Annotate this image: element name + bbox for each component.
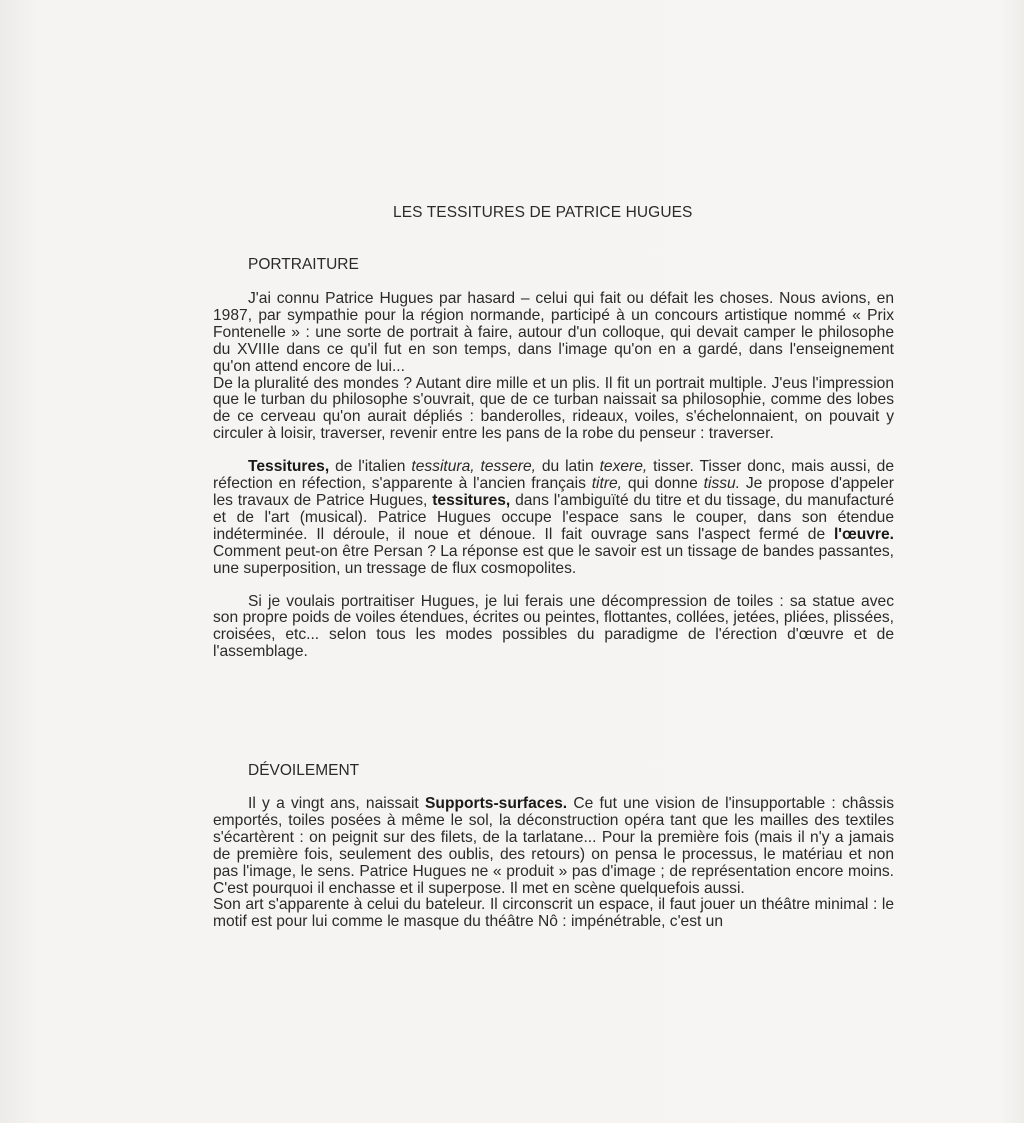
text-run: dans l'ambiguïté du titre et du tissage, du manufacturé et de l'art (musical). Patrice Hugues occupe l'espace sans le couper, dans son étendue indéterminée. Il déroule, il noue et dénoue. Il fait ouvrage sans l'aspect fermé de [213,491,894,543]
bold-term: Supports-surfaces. [425,795,568,812]
text-run: du latin [535,458,600,476]
paragraph: Son art s'apparente à celui du bateleur. Il circonscrit un espace, il faut jouer un théâtre minimal : le motif est pour lui comme le masque du théâtre Nô : impénétrable, c'est un [213,896,894,931]
document-title: LES TESSITURES DE PATRICE HUGUES [393,204,693,221]
text-run: qui donne [622,475,704,493]
bold-term: l'œuvre. [833,525,894,543]
section-body-devoilement [213,796,894,931]
italic-term: tessitura, tessere, [411,458,536,476]
paragraph: De la pluralité des mondes ? Autant dire mille et un plis. Il fit un portrait multiple. J'eus l'impression que le turban du philosophe s'ouvrait, que de ce turban naissait sa philosophie, comme des lobes de ce cerveau qu'on aurait dépliés : banderolles, rideaux, voiles, s'échelonnaient, on pouvait y circuler à loisir, traverser, revenir entre les pans de la robe du penseur : traverser. [213,374,894,443]
text-run: Comment peut-on être Persan ? La réponse est que le savoir est un tissage de bandes passantes, une superposition, un tressage de flux cosmopolites. [213,542,894,577]
bold-term: tessitures, [432,491,511,509]
italic-term: tissu. [703,475,741,493]
section-heading-devoilement: DÉVOILEMENT [248,762,360,779]
section-body-portraiture [213,291,894,661]
text-run: Il y a vingt ans, naissait [248,795,426,812]
paragraph: J'ai connu Patrice Hugues par hasard – celui qui fait ou défait les choses. Nous avions, en 1987, par sympathie pour la région normande, participé à un concours artistique nommé « Prix Fontenelle » : une sorte de portrait à faire, autour d'un colloque, qui devait camper le philosophe du XVIIIe dans ce qu'il fut en son temps, dans l'image qu'on en a gardé, dans l'enseignement qu'on attend encore de lui... [213,290,894,375]
bold-term: Tessitures, [248,458,330,476]
text-run: Ce fut une vision de l'insupportable : châssis emportés, toiles posées à même le sol, la déconstruction opéra tant que les mailles des textiles s'écartèrent : on peignit sur des filets, de la tarlatane... Pour la première fois (mais il n'y a jamais de première fois, seulement des oublis, des retours) on pensa le processus, le matériau et non pas l'image, le sens. Patrice Hugues ne « produit » pas d'image ; de représentation encore moins. C'est pourquoi il enchasse et il superpose. Il met en scène quelquefois aussi. [213,795,894,897]
italic-term: texere, [599,458,648,476]
italic-term: titre, [591,475,623,493]
text-run: tisser. Tisser donc, mais aussi, de réfection en réfection, s'apparente à l'ancien français [213,458,895,493]
text-run: Je propose d'appeler les travaux de Patrice Hugues, [213,475,894,509]
paragraph [213,796,894,897]
paragraph [213,459,894,577]
section-heading-portraiture: PORTRAITURE [248,256,359,273]
text-run: de l'italien [329,458,412,476]
paragraph: Si je voulais portraitiser Hugues, je lui ferais une décompression de toiles : sa statue avec son propre poids de voiles étendues, écrites ou peintes, flottantes, collées, jetées, pliées, plissées, croisées, etc... selon tous les modes possibles du paradigme de l'érection d'œuvre et de l'assemblage. [213,592,894,661]
